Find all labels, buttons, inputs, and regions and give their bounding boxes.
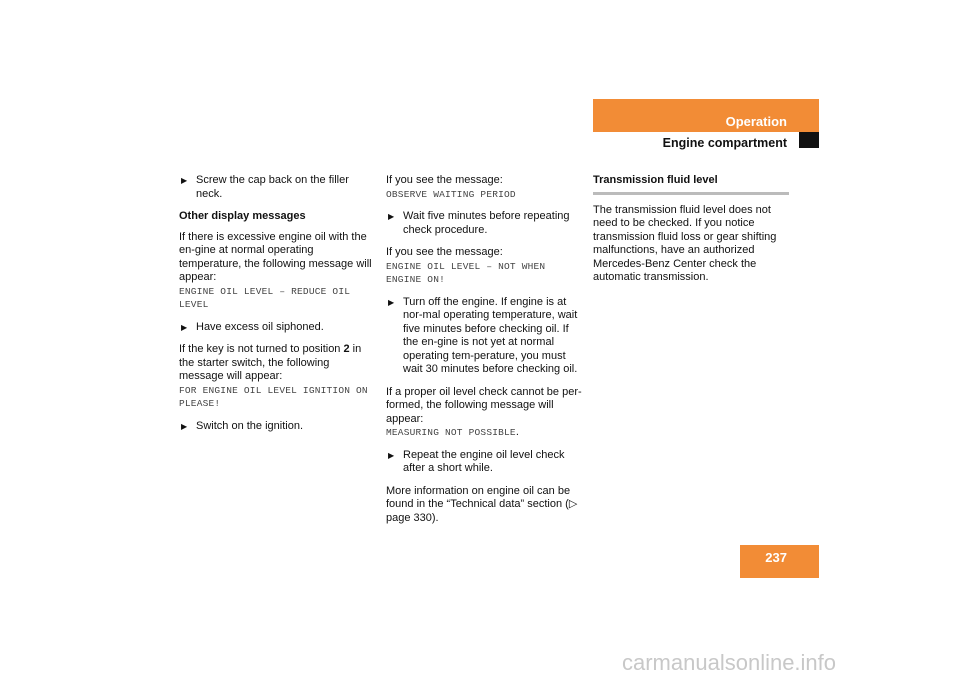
bullet-text: Have excess oil siphoned. [196, 320, 324, 333]
message-suffix: . [515, 426, 519, 438]
bullet-item [386, 449, 582, 476]
bullet-text: Switch on the ignition. [196, 419, 304, 432]
paragraph: If there is excessive engine oil with the en-gine at normal operating temperature, the following message will appear: [179, 230, 372, 283]
paragraph: The transmission fluid level does not need to be checked. If you notice transmission fluid loss or gear shifting malfunctions, have an authorized Mercedes-Benz Center check the automatic transmission. [593, 203, 777, 283]
page-number-box [740, 545, 819, 578]
header-subsection-title: Engine compartment [662, 136, 787, 150]
section-heading: Transmission fluid level [593, 174, 789, 195]
arrow-right-icon: ▶ [181, 421, 188, 431]
bullet-text: Wait five minutes before repeating check procedure. [403, 210, 570, 236]
paragraph: If you see the message: [386, 246, 503, 258]
display-message: FOR ENGINE OIL LEVEL IGNITION ON PLEASE! [179, 384, 368, 409]
display-message: ENGINE OIL LEVEL – REDUCE OIL LEVEL [179, 285, 351, 310]
arrow-right-icon: ▶ [181, 176, 188, 185]
key-position: 2 [343, 343, 350, 355]
bullet-text: Screw the cap back on the filler neck. [196, 174, 349, 200]
bullet-item [179, 420, 375, 434]
arrow-right-icon: ▶ [388, 297, 395, 307]
paragraph: If a proper oil level check cannot be per-formed, the following message will appear: [386, 385, 582, 425]
paragraph [179, 343, 375, 384]
bullet-text: Repeat the engine oil level check after a short while. [403, 448, 565, 474]
paragraph-text: If the key is not turned to position [179, 343, 344, 355]
bullet-item [386, 296, 582, 377]
display-message: MEASURING NOT POSSIBLE [386, 427, 516, 438]
paragraph: If you see the message: [386, 174, 503, 186]
section-heading: Other display messages [179, 210, 306, 222]
display-message-line [386, 426, 582, 440]
display-message: OBSERVE WAITING PERIOD [386, 188, 516, 200]
column-2 [386, 174, 582, 534]
page-number: 237 [765, 550, 787, 565]
paragraph-text: in the starter switch, the following message will appear: [179, 343, 362, 382]
watermark: carmanualsonline.info [622, 650, 837, 675]
bullet-item [386, 210, 582, 237]
bullet-text: Turn off the engine. If engine is at nor-mal operating temperature, wait five minutes before checking oil. If the en-gine is not yet at normal operating tem-perature, you must wait 30 minutes before checking oil. [403, 295, 578, 375]
column-3 [593, 174, 789, 294]
arrow-right-icon: ▶ [181, 322, 188, 332]
bullet-item [179, 321, 375, 335]
arrow-right-icon: ▶ [388, 450, 395, 460]
paragraph: More information on engine oil can be found in the “Technical data” section (▷ page 330). [386, 484, 578, 524]
display-message: ENGINE OIL LEVEL – NOT WHEN ENGINE ON! [386, 260, 546, 285]
arrow-right-icon: ▶ [388, 212, 395, 221]
column-1 [179, 174, 375, 442]
bullet-item [179, 174, 375, 201]
header-section-title: Operation [725, 114, 787, 129]
header-marker-block [799, 132, 819, 148]
